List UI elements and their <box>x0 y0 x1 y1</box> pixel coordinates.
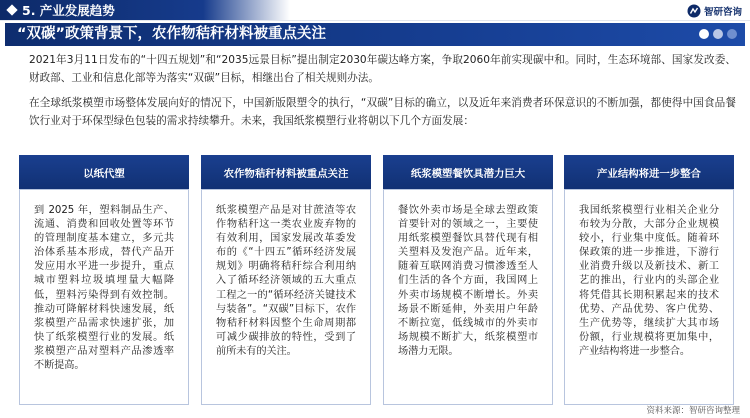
card-text: 我国纸浆模塑行业相关企业分布较为分散，大部分企业规模较小，行业集中度低。随着环保政策的进一步推进，下游行业消费升级以及新技术、新工艺的推出，行业内的头部企业将凭借其长期积累起来的技术优势、产品优势、客户优势、生产优势等，继续扩大其市场份额，行业规模将更加集中，产业结构将进一步整合。 <box>579 205 719 357</box>
brand-name: 智研咨询 <box>703 6 742 18</box>
brand <box>687 3 742 18</box>
card-body <box>19 189 189 405</box>
dot-icon <box>727 29 737 39</box>
section-title: 5. 产业发展趋势 <box>22 3 115 18</box>
card-text: 餐饮外卖市场是全球去塑政策首要针对的领域之一，主要使用纸浆模塑餐饮具替代现有相关塑料及发泡产品。近年来，随着互联网消费习惯渗透至人们生活的各个方面，我国网上外卖市场规模不断增长。外卖场景不断延伸，外卖用户年龄不断拉宽，低线城市的外卖市场规模不断扩大，纸浆模塑市场潜力无限。 <box>398 205 538 357</box>
title-banner <box>5 23 745 46</box>
card-industry-consolidation <box>564 155 734 405</box>
card-title: 以纸代塑 <box>83 168 125 180</box>
page-title: “双碳”政策背景下，农作物秸秆材料被重点关注 <box>17 26 327 42</box>
trend-paragraph: 在全球纸浆模塑市场整体发展向好的情况下，中国新版限塑令的执行，“双碳”目标的确立，以及近年来消费者环保意识的不断加强，都使得中国食品餐饮行业对于环保型绿色包装的需求持续攀升。未来，我国纸浆模塑行业将朝以下几个方面发展： <box>29 97 736 127</box>
banner-dots <box>695 29 737 39</box>
dot-icon <box>713 29 723 39</box>
card-tableware-potential <box>383 155 553 405</box>
card-text: 到 2025 年，塑料制品生产、流通、消费和回收处置等环节的管理制度基本建立，多元共治体系基本形成，替代产品开发应用水平进一步提升，重点城市塑料垃圾填埋量大幅降低，塑料污染得到有效控制。推动可降解材料快速发展，纸浆模塑产品需求快速扩张，加快了纸浆模塑行业的发展。纸浆模塑产品对塑料产品渗透率不断提高。 <box>34 205 174 372</box>
card-paper-replaces-plastic <box>19 155 189 405</box>
card-body <box>201 189 371 405</box>
card-title: 产业结构将进一步整合 <box>597 168 701 180</box>
card-body <box>564 189 734 405</box>
top-header <box>0 0 750 21</box>
card-body <box>383 189 553 405</box>
card-straw-materials <box>201 155 371 405</box>
brand-logo-icon <box>687 4 701 18</box>
intro-paragraph: 2021年3月11日发布的“十四五规划”和“2035远景目标”提出制定2030年碳达峰方案，争取2060年前实现碳中和。同时，生态环境部、国家发改委、财政部、工业和信息化部等为落实“双碳”目标，相继出台了相关规则办法。 <box>29 54 736 84</box>
source-note: 资料来源：智研咨询整理 <box>646 406 740 416</box>
card-text: 纸浆模塑产品是对甘蔗渣等农作物秸秆这一类农业废弃物的有效利用，国家发展改革委发布的《“十四五”循环经济发展规划》明确将秸秆综合利用纳入了循环经济领域的五大重点工程之一的“循环经济关键技术与装备”。“双碳”目标下，农作物秸秆材料因整个生命周期都可减少碳排放的特性，受到了前所未有的关注。 <box>216 205 356 357</box>
header-divider <box>0 20 750 21</box>
card-title: 纸浆模塑餐饮具潜力巨大 <box>410 168 526 180</box>
dot-icon <box>699 29 709 39</box>
card-title: 农作物秸秆材料被重点关注 <box>223 168 349 180</box>
